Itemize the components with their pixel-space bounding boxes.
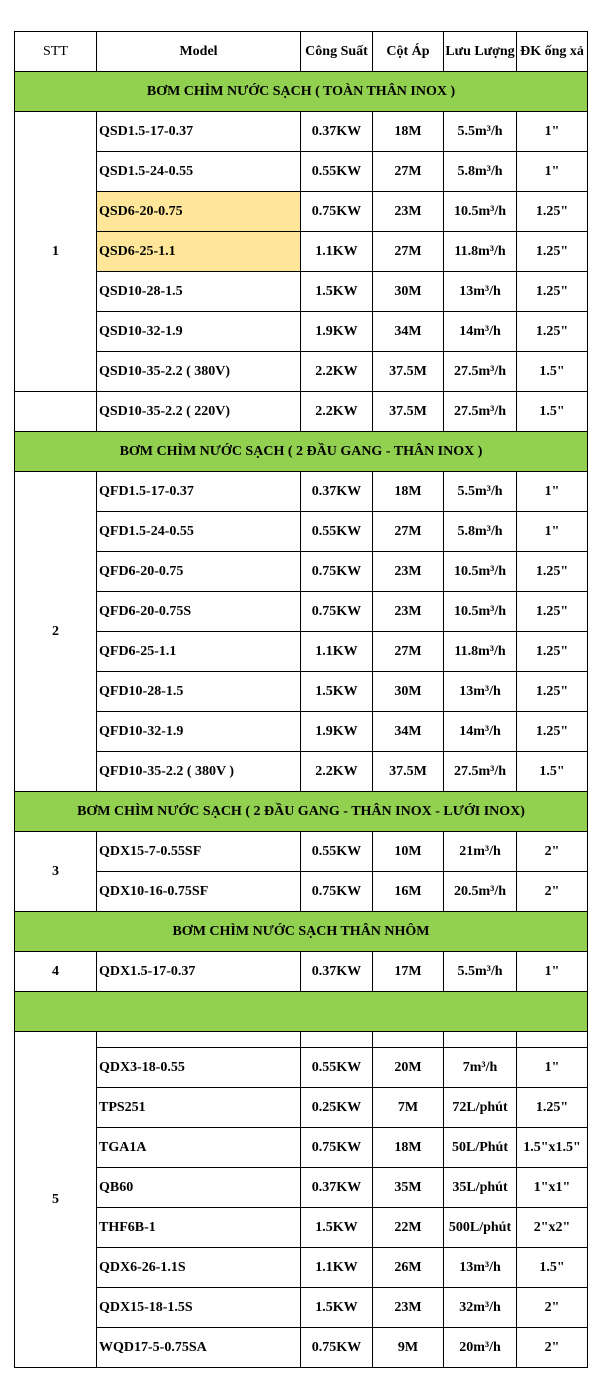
model-cell: QDX10-16-0.75SF — [97, 872, 301, 912]
flow-cell: 11.8m³/h — [444, 232, 517, 272]
table-row — [15, 152, 588, 192]
spacer-cell — [517, 1032, 588, 1048]
model-cell: QSD10-35-2.2 ( 380V) — [97, 352, 301, 392]
section-title: BƠM CHÌM NƯỚC SẠCH ( 2 ĐẦU GANG - THÂN INOX - LƯỚI INOX) — [15, 792, 588, 832]
flow-cell: 27.5m³/h — [444, 352, 517, 392]
head-cell: 23M — [373, 1288, 444, 1328]
flow-cell: 10.5m³/h — [444, 552, 517, 592]
pipe-cell: 1.25" — [517, 272, 588, 312]
model-cell: QDX15-18-1.5S — [97, 1288, 301, 1328]
table-row — [15, 352, 588, 392]
model-cell: QFD1.5-17-0.37 — [97, 472, 301, 512]
section-row — [15, 72, 588, 112]
head-cell: 9M — [373, 1328, 444, 1368]
model-cell: TPS251 — [97, 1088, 301, 1128]
flow-cell: 500L/phút — [444, 1208, 517, 1248]
model-cell: QSD10-28-1.5 — [97, 272, 301, 312]
power-cell: 1.9KW — [301, 312, 373, 352]
pipe-cell: 1.5" — [517, 392, 588, 432]
pipe-cell: 1" — [517, 512, 588, 552]
section-title: BƠM CHÌM NƯỚC SẠCH ( TOÀN THÂN INOX ) — [15, 72, 588, 112]
model-cell: QFD10-32-1.9 — [97, 712, 301, 752]
table-row — [15, 952, 588, 992]
pipe-cell: 1.5" — [517, 1248, 588, 1288]
flow-cell: 5.5m³/h — [444, 472, 517, 512]
head-cell: 18M — [373, 472, 444, 512]
power-cell: 1.1KW — [301, 1248, 373, 1288]
model-cell: QFD10-28-1.5 — [97, 672, 301, 712]
section-title: BƠM CHÌM NƯỚC SẠCH THÂN NHÔM — [15, 912, 588, 952]
head-cell: 18M — [373, 112, 444, 152]
table-row — [15, 1168, 588, 1208]
power-cell: 1.1KW — [301, 232, 373, 272]
head-cell: 34M — [373, 712, 444, 752]
power-cell: 1.5KW — [301, 272, 373, 312]
table-row — [15, 1048, 588, 1088]
table-row — [15, 1288, 588, 1328]
pipe-cell: 1.25" — [517, 1088, 588, 1128]
pipe-cell: 2"x2" — [517, 1208, 588, 1248]
header-model: Model — [97, 32, 301, 72]
table-row — [15, 632, 588, 672]
table-row — [15, 712, 588, 752]
power-cell: 1.5KW — [301, 672, 373, 712]
pipe-cell: 1.25" — [517, 312, 588, 352]
pipe-cell: 2" — [517, 872, 588, 912]
model-cell: QSD6-25-1.1 — [97, 232, 301, 272]
pipe-cell: 1" — [517, 1048, 588, 1088]
table-row — [15, 672, 588, 712]
section-row — [15, 792, 588, 832]
power-cell: 0.25KW — [301, 1088, 373, 1128]
head-cell: 27M — [373, 512, 444, 552]
table-row — [15, 112, 588, 152]
power-cell: 0.75KW — [301, 872, 373, 912]
model-cell: QSD1.5-24-0.55 — [97, 152, 301, 192]
power-cell: 1.1KW — [301, 632, 373, 672]
table-row — [15, 752, 588, 792]
model-cell: QSD10-35-2.2 ( 220V) — [97, 392, 301, 432]
stt-cell: 4 — [15, 952, 97, 992]
stt-cell: 3 — [15, 832, 97, 912]
flow-cell: 5.8m³/h — [444, 152, 517, 192]
head-cell: 20M — [373, 1048, 444, 1088]
head-cell: 7M — [373, 1088, 444, 1128]
model-cell: QFD10-35-2.2 ( 380V ) — [97, 752, 301, 792]
head-cell: 37.5M — [373, 352, 444, 392]
head-cell: 35M — [373, 1168, 444, 1208]
flow-cell: 5.5m³/h — [444, 112, 517, 152]
power-cell: 2.2KW — [301, 752, 373, 792]
pipe-cell: 2" — [517, 1288, 588, 1328]
header-flow: Lưu Lượng — [444, 32, 517, 72]
section-title — [15, 992, 588, 1032]
head-cell: 30M — [373, 672, 444, 712]
pipe-cell: 1.5" — [517, 352, 588, 392]
pipe-cell: 1"x1" — [517, 1168, 588, 1208]
flow-cell: 10.5m³/h — [444, 592, 517, 632]
head-cell: 22M — [373, 1208, 444, 1248]
head-cell: 18M — [373, 1128, 444, 1168]
table-row — [15, 312, 588, 352]
header-pipe: ĐK ống xả — [517, 32, 588, 72]
head-cell: 16M — [373, 872, 444, 912]
pipe-cell: 1" — [517, 152, 588, 192]
model-cell: QFD6-20-0.75 — [97, 552, 301, 592]
flow-cell: 20m³/h — [444, 1328, 517, 1368]
table-row — [15, 552, 588, 592]
pipe-cell: 1.25" — [517, 592, 588, 632]
table-row — [15, 592, 588, 632]
power-cell: 0.55KW — [301, 832, 373, 872]
flow-cell: 27.5m³/h — [444, 752, 517, 792]
header-head: Cột Áp — [373, 32, 444, 72]
head-cell: 23M — [373, 592, 444, 632]
model-cell: WQD17-5-0.75SA — [97, 1328, 301, 1368]
table-row — [15, 1128, 588, 1168]
section-row — [15, 912, 588, 952]
flow-cell: 10.5m³/h — [444, 192, 517, 232]
model-cell: QFD6-25-1.1 — [97, 632, 301, 672]
pipe-cell: 1.25" — [517, 712, 588, 752]
power-cell: 2.2KW — [301, 392, 373, 432]
power-cell: 0.75KW — [301, 192, 373, 232]
power-cell: 0.37KW — [301, 112, 373, 152]
pipe-cell: 1.25" — [517, 672, 588, 712]
flow-cell: 7m³/h — [444, 1048, 517, 1088]
stt-cell-empty — [15, 392, 97, 432]
model-cell: QDX6-26-1.1S — [97, 1248, 301, 1288]
head-cell: 23M — [373, 552, 444, 592]
pipe-cell: 1.25" — [517, 232, 588, 272]
table-row — [15, 1208, 588, 1248]
power-cell: 0.37KW — [301, 472, 373, 512]
head-cell: 26M — [373, 1248, 444, 1288]
table-row — [15, 1328, 588, 1368]
pipe-cell: 2" — [517, 1328, 588, 1368]
pipe-cell: 1.25" — [517, 552, 588, 592]
table-row — [15, 472, 588, 512]
model-cell: QDX1.5-17-0.37 — [97, 952, 301, 992]
power-cell: 0.75KW — [301, 1128, 373, 1168]
model-cell: QDX3-18-0.55 — [97, 1048, 301, 1088]
spacer-cell — [373, 1032, 444, 1048]
stt-cell: 1 — [15, 112, 97, 392]
head-cell: 17M — [373, 952, 444, 992]
flow-cell: 5.5m³/h — [444, 952, 517, 992]
power-cell: 1.5KW — [301, 1208, 373, 1248]
table-row — [15, 872, 588, 912]
flow-cell: 13m³/h — [444, 272, 517, 312]
section-row-empty — [15, 992, 588, 1032]
flow-cell: 5.8m³/h — [444, 512, 517, 552]
stt-cell: 2 — [15, 472, 97, 792]
table-row — [15, 192, 588, 232]
power-cell: 0.55KW — [301, 1048, 373, 1088]
spacer-cell — [97, 1032, 301, 1048]
head-cell: 37.5M — [373, 392, 444, 432]
power-cell: 0.37KW — [301, 952, 373, 992]
flow-cell: 13m³/h — [444, 1248, 517, 1288]
flow-cell: 72L/phút — [444, 1088, 517, 1128]
power-cell: 2.2KW — [301, 352, 373, 392]
power-cell: 0.75KW — [301, 1328, 373, 1368]
pipe-cell: 1" — [517, 472, 588, 512]
head-cell: 10M — [373, 832, 444, 872]
stt-cell: 5 — [15, 1032, 97, 1368]
power-cell: 0.75KW — [301, 592, 373, 632]
model-cell: QB60 — [97, 1168, 301, 1208]
pipe-cell: 1.5"x1.5" — [517, 1128, 588, 1168]
table-row — [15, 392, 588, 432]
table-row — [15, 1088, 588, 1128]
power-cell: 0.55KW — [301, 512, 373, 552]
head-cell: 34M — [373, 312, 444, 352]
pump-spec-table — [14, 31, 588, 1368]
table-row — [15, 512, 588, 552]
section-row — [15, 432, 588, 472]
table-row — [15, 1248, 588, 1288]
power-cell: 0.75KW — [301, 552, 373, 592]
model-cell: QSD6-20-0.75 — [97, 192, 301, 232]
pipe-cell: 1.25" — [517, 632, 588, 672]
flow-cell: 11.8m³/h — [444, 632, 517, 672]
flow-cell: 35L/phút — [444, 1168, 517, 1208]
flow-cell: 14m³/h — [444, 312, 517, 352]
section-title: BƠM CHÌM NƯỚC SẠCH ( 2 ĐẦU GANG - THÂN INOX ) — [15, 432, 588, 472]
head-cell: 30M — [373, 272, 444, 312]
flow-cell: 32m³/h — [444, 1288, 517, 1328]
header-stt: STT — [15, 32, 97, 72]
power-cell: 1.5KW — [301, 1288, 373, 1328]
spacer-cell — [444, 1032, 517, 1048]
pipe-cell: 1" — [517, 112, 588, 152]
head-cell: 37.5M — [373, 752, 444, 792]
head-cell: 23M — [373, 192, 444, 232]
flow-cell: 20.5m³/h — [444, 872, 517, 912]
head-cell: 27M — [373, 152, 444, 192]
pipe-cell: 1" — [517, 952, 588, 992]
model-cell: QSD10-32-1.9 — [97, 312, 301, 352]
head-cell: 27M — [373, 232, 444, 272]
spacer-cell — [301, 1032, 373, 1048]
header-power: Công Suất — [301, 32, 373, 72]
power-cell: 0.55KW — [301, 152, 373, 192]
table-row — [15, 272, 588, 312]
power-cell: 0.37KW — [301, 1168, 373, 1208]
model-cell: QSD1.5-17-0.37 — [97, 112, 301, 152]
flow-cell: 13m³/h — [444, 672, 517, 712]
table-row — [15, 832, 588, 872]
pipe-cell: 2" — [517, 832, 588, 872]
model-cell: QDX15-7-0.55SF — [97, 832, 301, 872]
model-cell: THF6B-1 — [97, 1208, 301, 1248]
model-cell: QFD1.5-24-0.55 — [97, 512, 301, 552]
flow-cell: 21m³/h — [444, 832, 517, 872]
pipe-cell: 1.5" — [517, 752, 588, 792]
power-cell: 1.9KW — [301, 712, 373, 752]
table-row-spacer — [15, 1032, 588, 1048]
model-cell: QFD6-20-0.75S — [97, 592, 301, 632]
table-row — [15, 232, 588, 272]
head-cell: 27M — [373, 632, 444, 672]
model-cell: TGA1A — [97, 1128, 301, 1168]
pipe-cell: 1.25" — [517, 192, 588, 232]
flow-cell: 14m³/h — [444, 712, 517, 752]
flow-cell: 50L/Phút — [444, 1128, 517, 1168]
header-row — [15, 32, 588, 72]
flow-cell: 27.5m³/h — [444, 392, 517, 432]
